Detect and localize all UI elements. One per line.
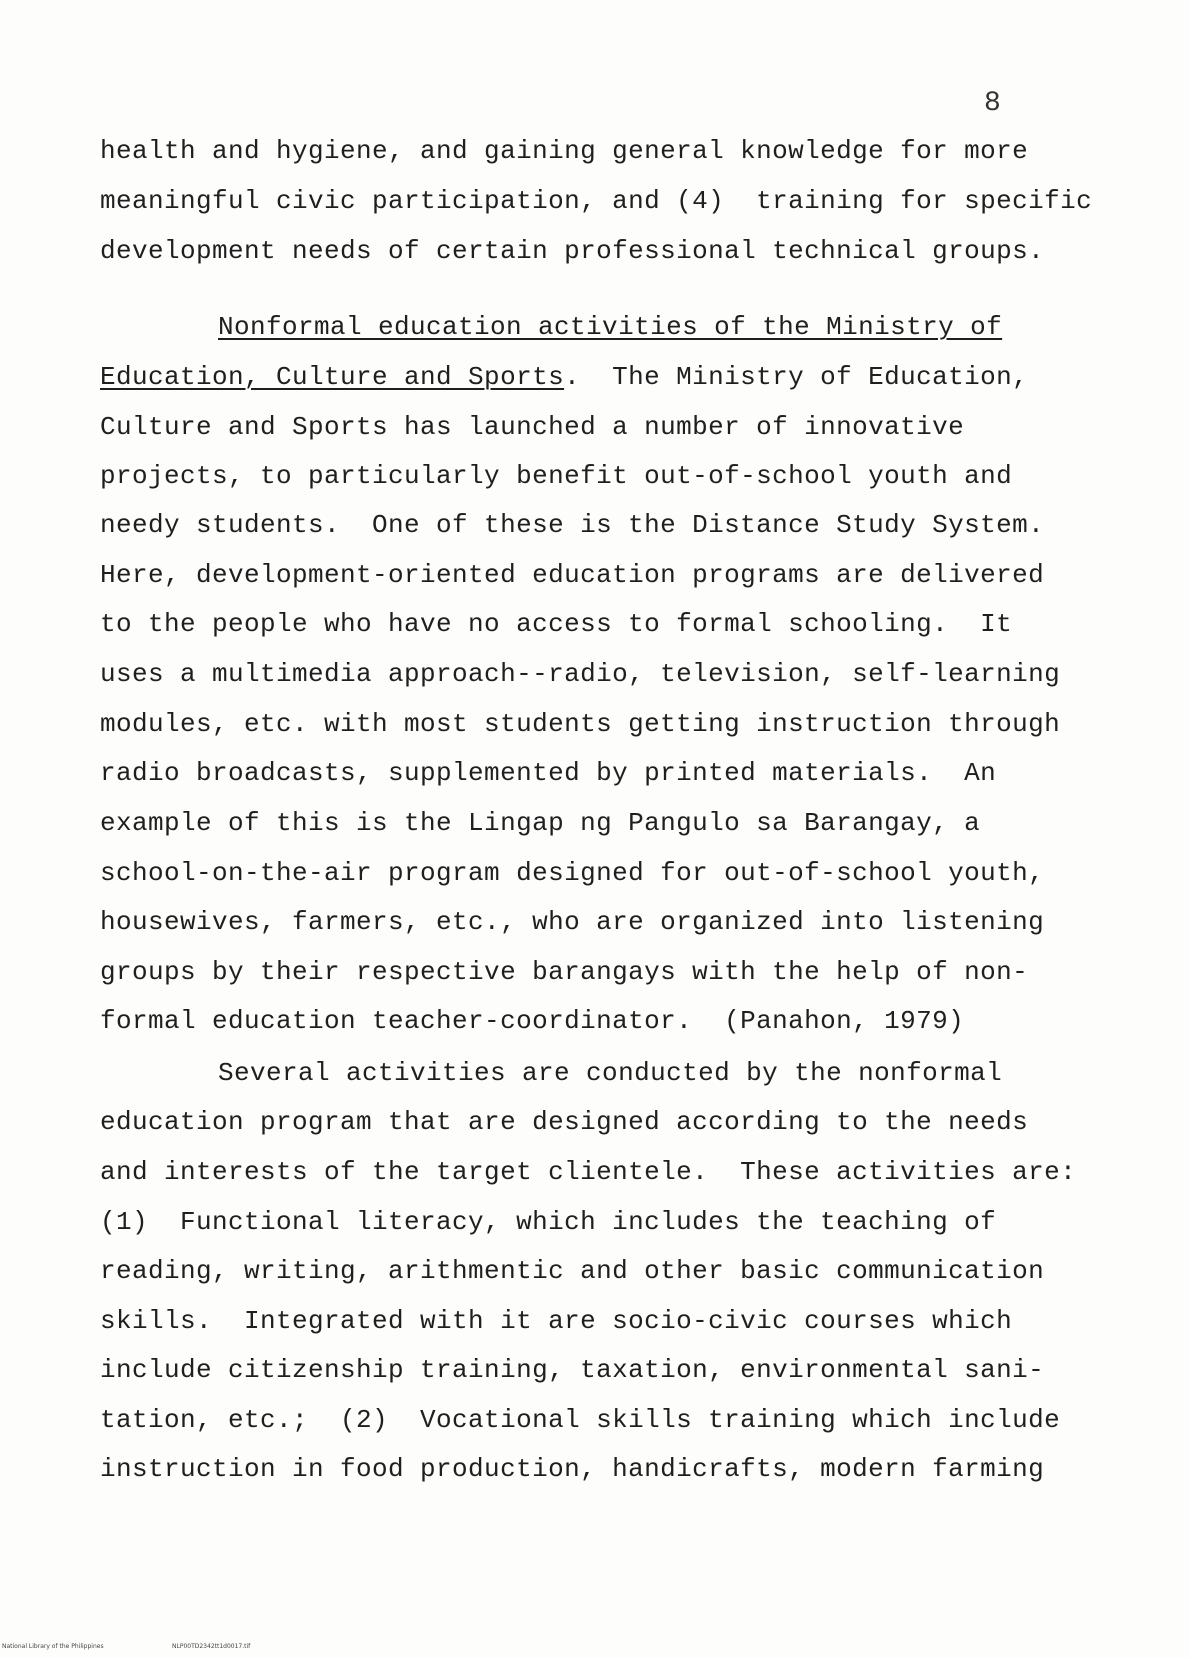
text-line: skills. Integrated with it are socio-civic courses which bbox=[100, 1306, 1013, 1336]
text-line: housewives, farmers, etc., who are organized into listening bbox=[100, 907, 1045, 937]
text-line: groups by their respective barangays with the help of non- bbox=[100, 957, 1029, 987]
text-line: (1) Functional literacy, which includes the teaching of bbox=[100, 1207, 997, 1237]
text-line: reading, writing, arithmentic and other basic communication bbox=[100, 1256, 1045, 1286]
text-line: include citizenship training, taxation, environmental sani- bbox=[100, 1355, 1045, 1385]
text-line: school-on-the-air program designed for out-of-school youth, bbox=[100, 858, 1045, 888]
text-line: instruction in food production, handicrafts, modern farming bbox=[100, 1454, 1045, 1484]
text-line: tation, etc.; (2) Vocational skills training which include bbox=[100, 1405, 1061, 1435]
text-line: modules, etc. with most students getting instruction through bbox=[100, 709, 1061, 739]
text-line: needy students. One of these is the Distance Study System. bbox=[100, 510, 1045, 540]
text-line: projects, to particularly benefit out-of-school youth and bbox=[100, 461, 1013, 491]
text-line: and interests of the target clientele. These activities are: bbox=[100, 1157, 1077, 1187]
text-line: development needs of certain professional technical groups. bbox=[100, 236, 1045, 266]
section-heading-line-2: Education, Culture and Sports bbox=[100, 362, 565, 392]
text-line: to the people who have no access to formal schooling. It bbox=[100, 609, 1013, 639]
archive-footer-label: National Library of the Philippines bbox=[2, 1643, 104, 1650]
page-number: 8 bbox=[984, 88, 1001, 119]
text-run: . The Ministry of Education, bbox=[564, 362, 1029, 392]
text-line: Culture and Sports has launched a number of innovative bbox=[100, 412, 965, 442]
text-line: radio broadcasts, supplemented by printed materials. An bbox=[100, 758, 997, 788]
text-line: Here, development-oriented education programs are delivered bbox=[100, 560, 1045, 590]
text-line: meaningful civic participation, and (4) training for specific bbox=[100, 186, 1093, 216]
text-line: example of this is the Lingap ng Pangulo sa Barangay, a bbox=[100, 808, 981, 838]
text-line: uses a multimedia approach--radio, television, self-learning bbox=[100, 659, 1061, 689]
text-line bbox=[100, 360, 1028, 394]
text-line: education program that are designed according to the needs bbox=[100, 1107, 1029, 1137]
text-line: health and hygiene, and gaining general knowledge for more bbox=[100, 136, 1029, 166]
text-line: formal education teacher-coordinator. (Panahon, 1979) bbox=[100, 1006, 965, 1036]
section-heading-line-1: Nonformal education activities of the Ministry of bbox=[218, 312, 1003, 342]
paragraph-start-line: Several activities are conducted by the nonformal bbox=[218, 1058, 1003, 1088]
archive-file-label: NLP00TD2342tt1d0017.tif bbox=[172, 1643, 251, 1650]
